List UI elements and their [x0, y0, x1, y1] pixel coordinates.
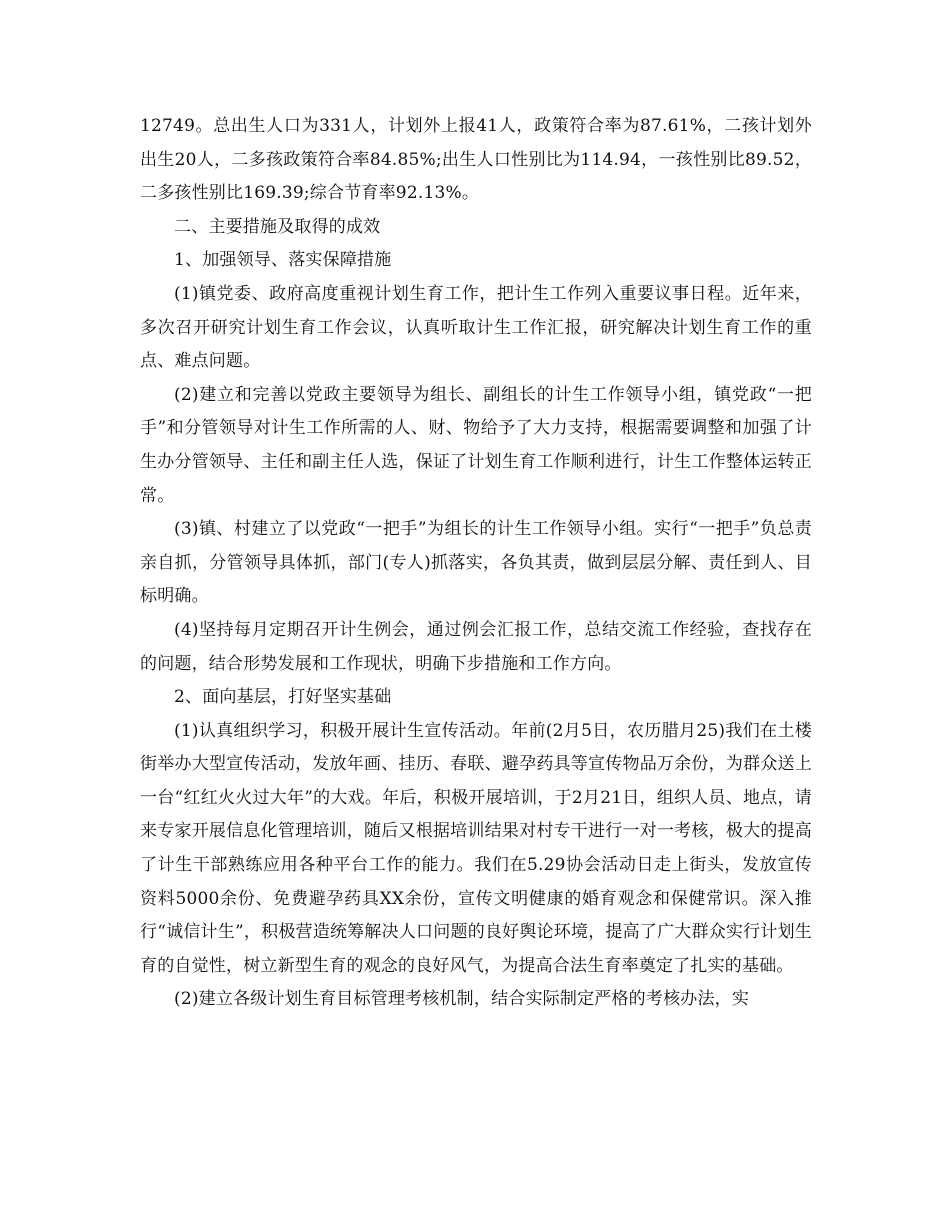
- paragraph-item-1-1: (1)镇党委、政府高度重视计划生育工作，把计生工作列入重要议事日程。近年来，多次召开研究计划生育工作会议，认真听取计生工作汇报，研究解决计划生育工作的重点、难点问题。: [140, 283, 812, 372]
- subsection-heading-leadership: 1、加强领导、落实保障措施: [174, 250, 392, 271]
- paragraph-item-1-3: (3)镇、村建立了以党政“一把手”为组长的计生工作领导小组。实行“一把手”负总责亲自抓，分管领导具体抓，部门(专人)抓落实，各负其责，做到层层分解、责任到人、目标明确。: [140, 519, 812, 607]
- paragraph-statistics: 12749。总出生人口为331人，计划外上报41人，政策符合率为87.61%，二孩计划外出生20人，二多孩政策符合率84.85%;出生人口性别比为114.94，一孩性别比89.52，二多孩性别比169.39;综合节育率92.13%。: [140, 116, 812, 204]
- paragraph-item-2-2: (2)建立各级计划生育目标管理考核机制，结合实际制定严格的考核办法，实: [174, 989, 750, 1010]
- section-heading-measures: 二、主要措施及取得的成效: [174, 216, 381, 237]
- subsection-heading-grassroots: 2、面向基层，打好坚实基础: [174, 687, 392, 708]
- paragraph-item-2-1: (1)认真组织学习，积极开展计生宣传活动。年前(2月5日，农历腊月25)我们在土楼街举办大型宣传活动，发放年画、挂历、春联、避孕药具等宣传物品万余份，为群众送上一台“红红火火过大年”的大戏。年后，积极开展培训，于2月21日，组织人员、地点，请来专家开展信息化管理培训，随后又根据培训结果对村专干进行一对一考核，极大的提高了计生干部熟练应用各种平台工作的能力。我们在5.29协会活动日走上街头，发放宣传资料5000余份、免费避孕药具XX余份，宣传文明健康的婚育观念和保健常识。深入推行“诚信计生”，积极营造统筹解决人口问题的良好舆论环境，提高了广大群众实行计划生育的自觉性，树立新型生育的观念的良好风气，为提高合法生育率奠定了扎实的基础。: [140, 720, 812, 976]
- document-body: [140, 110, 812, 1017]
- paragraph-item-1-2: (2)建立和完善以党政主要领导为组长、副组长的计生工作领导小组，镇党政“一把手”和分管领导对计生工作所需的人、财、物给予了大力支持，根据需要调整和加强了计生办分管领导、主任和副主任人选，保证了计划生育工作顺利进行，计生工作整体运转正常。: [140, 384, 812, 506]
- paragraph-item-1-4: (4)坚持每月定期召开计生例会，通过例会汇报工作，总结交流工作经验，查找存在的问题，结合形势发展和工作现状，明确下步措施和工作方向。: [140, 619, 812, 674]
